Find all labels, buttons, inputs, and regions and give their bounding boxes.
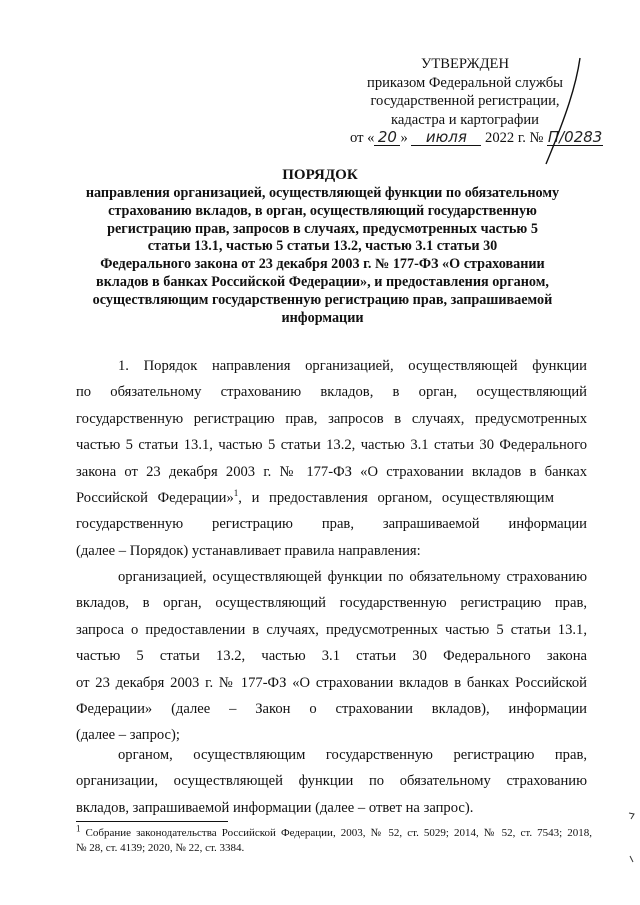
- document-subtitle: [70, 185, 575, 327]
- date-mid: »: [400, 130, 412, 146]
- approval-line-3: кадастра и картографии: [391, 111, 539, 128]
- paragraph-item-b: [76, 742, 587, 821]
- document-title: ПОРЯДОК: [282, 167, 358, 183]
- text-line: [76, 485, 587, 511]
- text-line: Федерации» (далее – Закон о страховании вкладов), информации: [76, 700, 587, 717]
- text-line: вкладов, запрашиваемой информации (далее – ответ на запрос).: [76, 799, 474, 816]
- text-line: (далее – запрос);: [76, 727, 180, 744]
- date-month: июля: [411, 130, 481, 146]
- text-line: по обязательному страхованию вкладов, в орган, осуществляющий: [76, 384, 587, 401]
- subtitle-line: вкладов в банках Российской Федерации», и предоставления органом,: [96, 273, 549, 290]
- date-year: 2022 г. №: [481, 130, 548, 146]
- text-line: государственную регистрацию прав, запросов в случаях, предусмотренных: [76, 410, 587, 427]
- footnote-divider: [76, 821, 228, 822]
- approval-line-1: приказом Федеральной службы: [367, 74, 563, 91]
- text-line: вкладов, в орган, осуществляющий государственную регистрацию прав,: [76, 595, 587, 612]
- subtitle-line: страхованию вкладов, в орган, осуществляющий государственную: [108, 202, 537, 219]
- text-fragment: , и предоставления органом, осуществляющим: [238, 489, 554, 506]
- text-line: государственную регистрацию прав, запрашиваемой информации: [76, 516, 587, 533]
- subtitle-line: Федерального закона от 23 декабря 2003 г. № 177-ФЗ «О страховании: [100, 256, 545, 273]
- handwritten-stroke: [536, 56, 584, 168]
- text-line: (далее – Порядок) устанавливает правила направления:: [76, 542, 421, 559]
- approval-title: УТВЕРЖДЕН: [421, 56, 509, 72]
- text-line: организацией, осуществляющей функции по обязательному страхованию: [118, 569, 587, 585]
- text-line: запроса о предоставлении в случаях, предусмотренных частью 5 статьи 13.1,: [76, 621, 587, 638]
- date-day: 20: [374, 130, 400, 146]
- text-line: от 23 декабря 2003 г. № 177-ФЗ «О страховании вкладов в банках Российской: [76, 674, 587, 691]
- footnote-mark: 1: [76, 823, 81, 834]
- text-line: частью 5 статьи 13.1, частью 5 статьи 13.2, частью 3.1 статьи 30 Федерального: [76, 437, 587, 454]
- footnote: [76, 823, 592, 856]
- footnote-line: № 28, ст. 4139; 2020, № 22, ст. 3384.: [76, 842, 245, 854]
- footnote-line: [76, 823, 592, 841]
- text-line: органом, осуществляющим государственную регистрацию прав,: [118, 747, 587, 763]
- date-prefix: от «: [350, 130, 375, 146]
- order-number: П/0283: [547, 128, 603, 146]
- footnote-ref: 1: [233, 488, 239, 499]
- subtitle-line: направления организацией, осуществляющей функции по обязательному: [85, 185, 560, 201]
- subtitle-line: регистрацию прав, запросов в случаях, предусмотренных частью 5: [107, 220, 538, 237]
- footnote-text: Собрание законодательства Российской Федерации, 2003, № 52, ст. 5029; 2014, № 52, ст. 7543; 2018,: [80, 827, 592, 839]
- text-line: организации, осуществляющей функции по обязательному страхованию: [76, 773, 587, 790]
- approval-line-2: государственной регистрации,: [370, 93, 560, 109]
- scan-mark-icon: [628, 812, 636, 820]
- text-line: частью 5 статьи 13.2, частью 3.1 статьи 30 Федерального закона: [76, 648, 587, 665]
- subtitle-line: статьи 13.1, частью 5 статьи 13.2, частью 3.1 статьи 30: [147, 238, 498, 255]
- text-fragment: Российской Федерации»: [76, 489, 234, 506]
- text-line: закона от 23 декабря 2003 г. № 177-ФЗ «О страховании вкладов в банках: [76, 463, 587, 480]
- paragraph-item-a: [76, 564, 587, 749]
- scan-mark-icon: [628, 855, 636, 863]
- paragraph-1: [76, 353, 587, 564]
- subtitle-line: информации: [281, 309, 364, 326]
- text-line: 1. Порядок направления организацией, осуществляющей функции: [118, 358, 587, 374]
- subtitle-line: осуществляющим государственную регистрацию прав, запрашиваемой: [92, 291, 553, 308]
